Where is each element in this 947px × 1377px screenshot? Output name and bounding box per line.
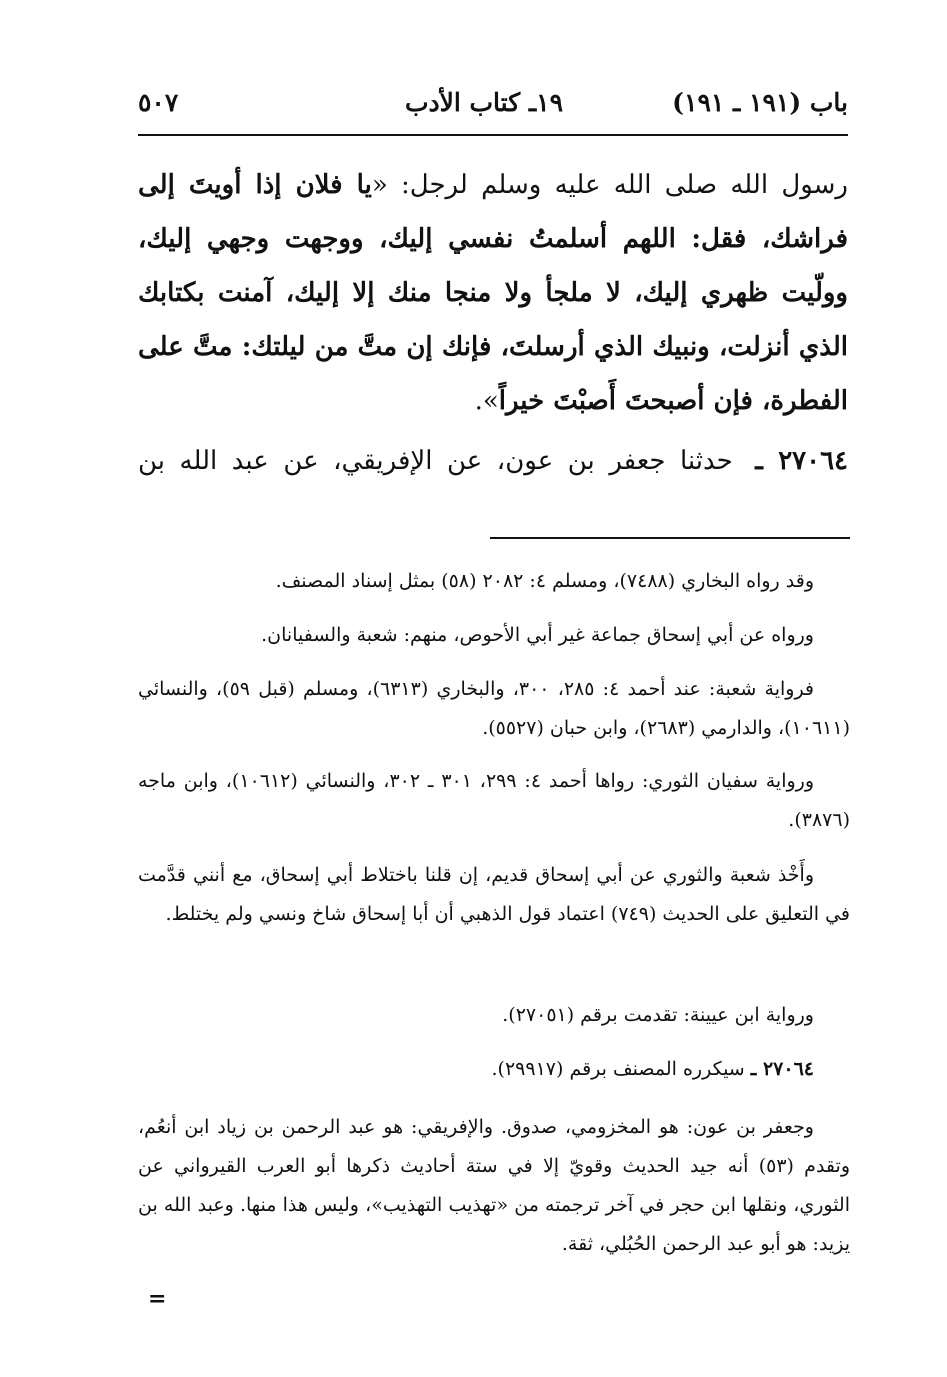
footnote-2: ورواه عن أبي إسحاق جماعة غير أبي الأحوص، منهم: شعبة والسفيانان.	[261, 624, 814, 646]
footnote-4: ورواية سفيان الثوري: رواها أحمد ٤: ٢٩٩، ٣٠١ ـ ٣٠٢، والنسائي (١٠٦١٢)، وابن ماجه (٣٨٧٦).	[138, 770, 850, 831]
footnote-narrators: وجعفر بن عون: هو المخزومي، صدوق. والإفريقي: هو عبد الرحمن بن زياد ابن أنعُم، وتقدم (٥٣) أنه جيد الحديث وقويّ إلا في ستة أحاديث ذكرها أبو العرب القيرواني عن الثوري، ونقلها ابن حجر في آخر ترجمته من «تهذيب التهذيب»، وليس هذا منها. وعبد الله بن يزيد: هو أبو عبد الرحمن الحُبُلي، ثقة.	[138, 1116, 850, 1255]
footnote-divider	[490, 537, 850, 539]
dua-text: يا فلان إذا أويتَ إلى فراشك، فقل: اللهم أسلمتُ نفسي إليك، ووجهت وجهي إليك، وولّيت ظهري إليك، لا ملجأ ولا منجا منك إلا إليك، آمنت بكتابك الذي أنزلت، ونبيك الذي أرسلتَ، فإنك إن متَّ من ليلتك: متَّ على الفطرة، فإن أصبحتَ أَصبْتَ خيراً	[138, 170, 848, 416]
chapter-title: باب (١٩١ ـ ١٩١)	[672, 88, 848, 117]
main-paragraph	[138, 158, 848, 428]
footnote-5: وأَخْذ شعبة والثوري عن أبي إسحاق قديم، إن قلنا باختلاط أبي إسحاق، مع أنني قدَّمت في التعليق على الحديث (٧٤٩) اعتماد قول الذهبي أن أبا إسحاق شاخ ونسي ولم يختلط.	[138, 864, 850, 925]
page-number: ٥٠٧	[138, 88, 179, 117]
footnote-text: سيكرره المصنف برقم (٢٩٩١٧).	[491, 1058, 745, 1080]
footnote-6: ورواية ابن عيينة: تقدمت برقم (٢٧٠٥١).	[502, 1004, 814, 1026]
main-text	[138, 158, 848, 428]
hadith-text: حدثنا جعفر بن عون، عن الإفريقي، عن عبد الله بن	[138, 446, 733, 476]
closing-quote: ».	[474, 386, 499, 416]
header-divider	[138, 134, 848, 136]
footnote-hadith-27064	[138, 1050, 850, 1089]
continuation-mark: =	[148, 1286, 167, 1312]
book-title: ١٩ـ كتاب الأدب	[404, 88, 563, 117]
running-header	[138, 78, 848, 128]
footnote-3: فرواية شعبة: عند أحمد ٤: ٢٨٥، ٣٠٠، والبخاري (٦٣١٣)، ومسلم (قبل ٥٩)، والنسائي (١٠٦١١)، والدارمي (٢٦٨٣)، وابن حبان (٥٥٢٧).	[138, 678, 850, 739]
footnote-1: وقد رواه البخاري (٧٤٨٨)، ومسلم ٤: ٢٠٨٢ (٥٨) بمثل إسناد المصنف.	[275, 570, 814, 592]
hadith-entry	[138, 434, 848, 488]
footnote-number: ٢٧٠٦٤ ـ	[750, 1058, 814, 1080]
hadith-number: ٢٧٠٦٤ ـ	[755, 446, 849, 476]
intro-text: رسول الله صلى الله عليه وسلم لرجل: «	[371, 170, 848, 200]
